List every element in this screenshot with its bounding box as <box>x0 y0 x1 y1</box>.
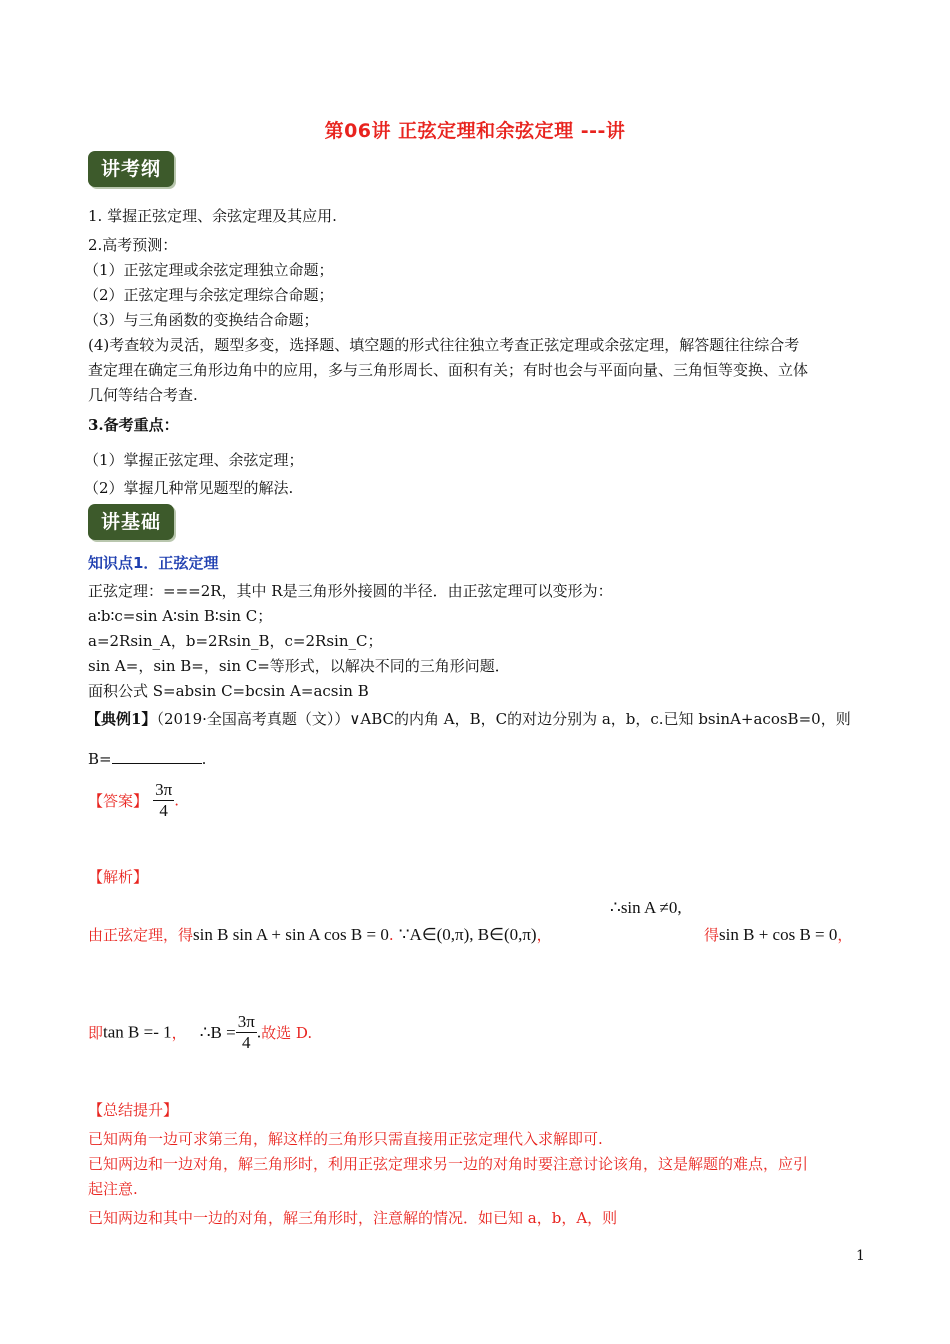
page-title: 第06讲 正弦定理和余弦定理 ---讲 <box>324 120 626 142</box>
analysis-comma-1: ， <box>536 926 552 944</box>
example-text: （2019·全国高考真题（文））∨ABC的内角 A，B，C的对边分别为 a，b，c.已知 bsinA+acosB=0，则 <box>156 710 851 728</box>
section-badge-basics: 讲基础 <box>88 504 174 540</box>
analysis-sinA-nonzero: ∴sin A ≠0, <box>610 898 682 917</box>
analysis-step-1-text: 由正弦定理，得 <box>88 926 194 944</box>
outline-item-3: 3.备考重点： <box>88 416 179 434</box>
key-point-1: （1）掌握正弦定理、余弦定理； <box>84 451 304 469</box>
analysis-equation-1: sin B sin A + sin A cos B = 0 <box>193 925 389 944</box>
summary-line-4: 已知两边和其中一边的对角，解三角形时，注意解的情况．如已知 a，b，A，则 <box>88 1209 618 1227</box>
outline-item-1: 1. 掌握正弦定理、余弦定理及其应用. <box>88 207 337 225</box>
analysis-angle-range: ∵A∈(0,π), B∈(0,π) <box>398 925 537 944</box>
outline-prediction-4-line-1: (4)考查较为灵活，题型多变，选择题、填空题的形式往往独立考查正弦定理或余弦定理，解答题往往综合考 <box>88 336 800 354</box>
outline-prediction-1: （1）正弦定理或余弦定理独立命题； <box>84 261 334 279</box>
analysis-step-3-text: 即 <box>88 1024 104 1042</box>
summary-line-2: 已知两边和一边对角，解三角形时，利用正弦定理求另一边的对角时要注意讨论该角，这是解题的难点，应引 <box>88 1155 809 1173</box>
example-label: 【典例1】 <box>86 710 157 728</box>
outline-prediction-3: （3）与三角函数的变换结合命题； <box>84 311 319 329</box>
answer <box>88 780 179 821</box>
answer-numerator: 3π <box>155 780 173 799</box>
outline-prediction-2: （2）正弦定理与余弦定理综合命题； <box>84 286 334 304</box>
analysis-line-1 <box>88 924 552 945</box>
answer-label: 【答案】 <box>88 792 149 810</box>
analysis-step-2-text: 得 <box>704 926 720 944</box>
analysis-dot: . <box>388 926 394 944</box>
sine-law-ratio: a∶b∶c=sin A∶sin B∶sin C； <box>88 607 273 625</box>
answer-blank <box>112 749 202 764</box>
analysis-fraction-denominator: 4 <box>242 1033 251 1052</box>
outline-item-2: 2.高考预测： <box>88 236 178 254</box>
analysis-b-equals: ∴B = <box>199 1022 236 1042</box>
example-b-equals: B= <box>88 750 112 768</box>
analysis-fraction-numerator: 3π <box>237 1012 255 1031</box>
answer-fraction <box>153 780 174 821</box>
summary-line-3: 起注意. <box>88 1180 138 1198</box>
analysis-comma-3: ， <box>171 1024 187 1042</box>
analysis-label: 【解析】 <box>88 868 149 886</box>
summary-line-1: 已知两角一边可求第三角，解这样的三角形只需直接用正弦定理代入求解即可. <box>88 1130 603 1148</box>
analysis-choice: 故选 D. <box>261 1024 313 1042</box>
example-1 <box>86 709 851 729</box>
page-number: 1 <box>856 1248 865 1264</box>
area-formula: 面积公式 S=absin C=bcsin A=acsin B <box>88 682 369 700</box>
sine-law-variant: a=2Rsin_A，b=2Rsin_B，c=2Rsin_C； <box>88 632 383 650</box>
example-answer-line <box>88 749 206 769</box>
answer-period: . <box>174 791 179 810</box>
key-point-2: （2）掌握几种常见题型的解法. <box>84 479 294 497</box>
section-badge-outline: 讲考纲 <box>88 151 174 187</box>
analysis-line-2 <box>88 1012 312 1053</box>
analysis-equation-2: sin B + cos B = 0 <box>719 925 838 944</box>
analysis-tan-equation: tan B =- 1 <box>103 1022 172 1042</box>
answer-denominator: 4 <box>159 801 168 820</box>
analysis-period: . <box>256 1022 262 1042</box>
outline-prediction-4-line-2: 查定理在确定三角形边角中的应用，多与三角形周长、面积有关；有时也会与平面向量、三角恒等变换、立体 <box>88 361 809 379</box>
sine-law-forms: sin A=，sin B=，sin C=等形式，以解决不同的三角形问题． <box>88 657 510 675</box>
sine-law-statement: 正弦定理：===2R，其中 R是三角形外接圆的半径．由正弦定理可以变形为： <box>88 582 613 600</box>
outline-prediction-4-line-3: 几何等结合考查. <box>88 386 198 404</box>
summary-label: 【总结提升】 <box>88 1101 179 1119</box>
analysis-line-1-right <box>704 924 852 945</box>
knowledge-point-heading: 知识点1．正弦定理 <box>88 554 219 572</box>
example-period: . <box>201 750 207 768</box>
analysis-comma-2: ， <box>837 926 853 944</box>
analysis-fraction <box>236 1012 257 1053</box>
